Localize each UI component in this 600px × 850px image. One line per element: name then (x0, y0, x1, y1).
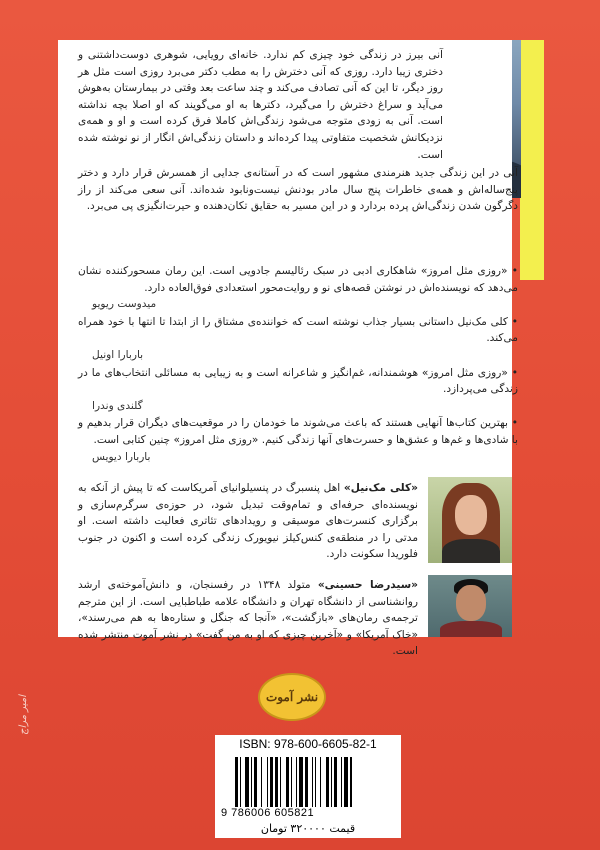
price-label: قیمت ۳۲۰۰۰۰ تومان (215, 820, 401, 838)
author-name: «کلی مک‌نیل» (343, 482, 418, 494)
barcode-bar (315, 757, 316, 807)
barcode-bar (299, 757, 303, 807)
review-quote (78, 415, 518, 465)
review-quote (78, 314, 518, 364)
author-bio (78, 480, 418, 563)
author-photo (428, 477, 512, 563)
author-bio-text: اهل پنسبرگ در پنسیلوانیای آمریکاست که تا پیش از آنکه به نویسنده‌ای حرفه‌ای و تمام‌وقت تبدیل شود، در حوزه‌ی سرگرم‌سازی و برگزاری کنسرت‌های موسیقی و رویدادهای تئاتری فعالیت داشته است. او مدتی را در منطقه‌ی کنس‌کیلز نیویورک زندگی کرده است و اکنون در جنوب فلوریدا سکونت دارد. (78, 482, 418, 561)
barcode-bar (344, 757, 348, 807)
barcode-bars (235, 757, 395, 807)
designer-signature: امیر مراج (18, 695, 29, 735)
barcode-bar (305, 757, 308, 807)
yellow-accent-strip (520, 40, 544, 280)
barcode-bar (251, 757, 252, 807)
barcode-bar (267, 757, 268, 807)
quote-source: گلندی وندرا (92, 399, 143, 412)
translator-body-shape (440, 621, 502, 637)
translator-bio-text: متولد ۱۳۴۸ در رفسنجان، و دانش‌آموخته‌ی ارشد روانشناسی از دانشگاه تهران و دانشگاه علامه طباطبایی است. از این مترجم ترجمه‌ی رمان‌های «بازگشت»، «آنجا که جنگل و ستاره‌ها به هم می‌رسند»، «خاک آمریکا» و «آخرین چیزی که او به من گفت» در نشر آموت منتشر شده است. (78, 579, 418, 658)
publisher-logo (258, 673, 326, 721)
quote-source: باربارا دیویس (92, 450, 151, 463)
review-quote (78, 263, 518, 313)
translator-name: «سیدرضا حسینی» (317, 579, 418, 591)
author-body-shape (442, 539, 500, 563)
translator-bio (78, 577, 418, 660)
quote-source: میدوست ریویو (92, 298, 157, 311)
translator-photo (428, 575, 512, 637)
barcode-bar (286, 757, 289, 807)
barcode-bar (341, 757, 342, 807)
synopsis-paragraph-2: آنی در این زندگی جدید هنرمندی مشهور است که در آستانه‌ی جدایی از همسرش قرار دارد و دختر پنج‌ساله‌اش و همه‌ی خاطرات پنج سال مادر بودنش نیست‌ونابود شده‌اند. آنی سعی می‌کند از راز دگرگون شدن زندگی‌اش پرده بردارد و در این مسیر به حقایق تکان‌دهنده و حیرت‌انگیزی پی می‌برد. (78, 167, 518, 213)
barcode (215, 753, 401, 821)
barcode-bar (270, 757, 273, 807)
barcode-bar (350, 757, 351, 807)
quote-text: • بهترین کتاب‌ها آنهایی هستند که باعث می‌شوند ما خودمان را در موقعیت‌های دیگران قرار بدهیم و با شادی‌ها و غم‌ها و عشق‌ها و حسرت‌های آنها زندگی کنیم. «روزی مثل امروز» چنین کتابی است. (78, 417, 518, 446)
review-quote (78, 365, 518, 415)
quote-text: • «روزی مثل امروز» هوشمندانه، غم‌انگیز و شاعرانه است و به زیبایی به مسائلی انتخاب‌های ما در زندگی می‌پردازد. (78, 366, 518, 396)
author-face-shape (455, 495, 487, 535)
barcode-bar (280, 757, 281, 807)
quote-text: • «روزی مثل امروز» شاهکاری ادبی در سبک رئالیسم جادویی است. این رمان مسحورکننده نشان می‌دهد که نویسنده‌اش در نوشتن قصه‌های نو و روایت‌محور استعدادی فوق‌العاده دارد. (78, 265, 518, 294)
barcode-bar (334, 757, 337, 807)
barcode-bar (291, 757, 292, 807)
publisher-logo-text: نشر آموت (265, 690, 319, 704)
barcode-bar (245, 757, 249, 807)
barcode-bar (275, 757, 278, 807)
barcode-bar (240, 757, 241, 807)
review-quotes (78, 263, 518, 466)
quote-source: باربارا اونیل (92, 348, 144, 361)
barcode-bar (326, 757, 329, 807)
barcode-bar (261, 757, 262, 807)
barcode-bar (296, 757, 297, 807)
synopsis-paragraph-1: آنی بیرز در زندگی خود چیزی کم ندارد. خانه‌ای رویایی، شوهری دوست‌داشتنی و دختری زیبا دارد. روزی که آنی دخترش را به مطب دکتر می‌برد روزی است مثل هر روز دیگر، تا این که آنی تصادف می‌کند و چند ساعت بعد وقتی در بیمارستان به‌هوش می‌آید و سراغ دخترش را می‌گیرد، دکترها به او می‌گویند که او اصلا بچه نداشته است. آنی به زودی متوجه می‌شود زندگی‌اش کاملا فرق کرده است و او و همه‌ی نزدیکانش شخصیت متفاوتی پیدا کرده‌اند و داستان زندگی‌اش انگار از نو نوشته شده است. (78, 49, 443, 161)
barcode-bar (331, 757, 332, 807)
barcode-bar (235, 757, 238, 807)
barcode-bar (320, 757, 321, 807)
barcode-bar (312, 757, 313, 807)
barcode-digits: 9 786006 605821 (221, 807, 315, 819)
translator-face-shape (456, 585, 486, 621)
isbn-label: ISBN: 978-600-6605-82-1 (215, 735, 401, 753)
quote-text: • کلی مک‌نیل داستانی بسیار جذاب نوشته است که خواننده‌ی مشتاق را از ابتدا تا انتها با خود همراه می‌کند. (78, 315, 518, 345)
barcode-bar (254, 757, 257, 807)
